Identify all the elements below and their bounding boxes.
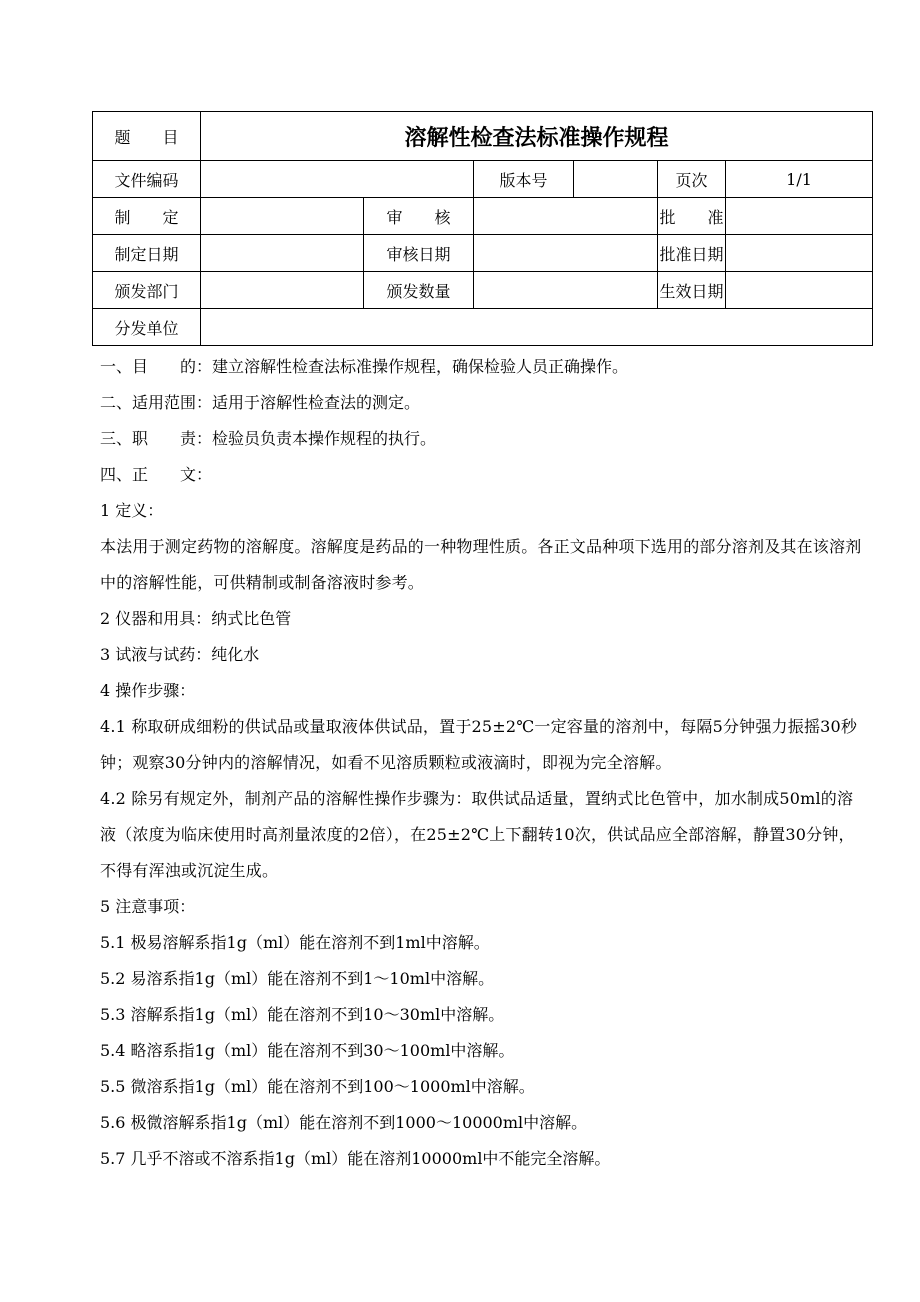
purpose-line: 一、目 的：建立溶解性检查法标准操作规程，确保检验人员正确操作。: [100, 357, 629, 376]
page-label: 页次: [658, 161, 726, 198]
issue-qty-label: 颁发数量: [364, 272, 474, 309]
version-label: 版本号: [474, 161, 574, 198]
doc-code-label: 文件编码: [93, 161, 201, 198]
section-5-2: 5.2 易溶系指1g（ml）能在溶剂不到1～10ml中溶解。: [100, 969, 495, 988]
made-by-value: [201, 198, 364, 235]
review-date-value: [474, 235, 658, 272]
section-3: 3 试液与试药：纯化水: [100, 645, 260, 664]
approved-by-label: 批 准: [658, 198, 726, 235]
section-2: 2 仪器和用具：纳式比色管: [100, 609, 292, 628]
section-5-title: 5 注意事项：: [100, 897, 196, 916]
issue-dept-label: 颁发部门: [93, 272, 201, 309]
scope-line: 二、适用范围：适用于溶解性检查法的测定。: [100, 393, 421, 412]
section-4-1: 4.1 称取研成细粉的供试品或量取液体供试品，置于25±2℃一定容量的溶剂中，每隔5分钟强力振摇30秒钟；观察30分钟内的溶解情况，如看不见溶质颗粒或液滴时，即视为完全溶解。: [100, 717, 858, 772]
section-1-text: 本法用于测定药物的溶解度。溶解度是药品的一种物理性质。各正文品种项下选用的部分溶剂及其在该溶剂中的溶解性能，可供精制或制备溶液时参考。: [100, 537, 862, 592]
effective-date-label: 生效日期: [658, 272, 726, 309]
section-5-7: 5.7 几乎不溶或不溶系指1g（ml）能在溶剂10000ml中不能完全溶解。: [100, 1149, 611, 1168]
responsibility-line: 三、职 责：检验员负责本操作规程的执行。: [100, 429, 437, 448]
section-1-title: 1 定义：: [100, 501, 164, 520]
section-5-5: 5.5 微溶系指1g（ml）能在溶剂不到100～1000ml中溶解。: [100, 1077, 535, 1096]
document-title: 溶解性检查法标准操作规程: [201, 112, 873, 161]
reviewed-by-value: [474, 198, 658, 235]
section-5-6: 5.6 极微溶解系指1g（ml）能在溶剂不到1000～10000ml中溶解。: [100, 1113, 588, 1132]
made-date-value: [201, 235, 364, 272]
section-4-title: 4 操作步骤：: [100, 681, 196, 700]
section-5-3: 5.3 溶解系指1g（ml）能在溶剂不到10～30ml中溶解。: [100, 1005, 505, 1024]
issue-qty-value: [474, 272, 658, 309]
made-date-label: 制定日期: [93, 235, 201, 272]
distribution-value: [201, 309, 873, 346]
approved-by-value: [726, 198, 873, 235]
issue-dept-value: [201, 272, 364, 309]
approve-date-label: 批准日期: [658, 235, 726, 272]
document-body: [100, 349, 862, 1177]
page-value: 1/1: [726, 161, 873, 198]
made-by-label: 制 定: [93, 198, 201, 235]
effective-date-value: [726, 272, 873, 309]
section-5-1: 5.1 极易溶解系指1g（ml）能在溶剂不到1ml中溶解。: [100, 933, 490, 952]
section-4-2: 4.2 除另有规定外，制剂产品的溶解性操作步骤为：取供试品适量，置纳式比色管中，加水制成50ml的溶液（浓度为临床使用时高剂量浓度的2倍），在25±2℃上下翻转10次，供试品应全部溶解，静置30分钟，不得有浑浊或沉淀生成。: [100, 789, 855, 880]
body-heading: 四、正 文：: [100, 465, 213, 484]
approve-date-value: [726, 235, 873, 272]
review-date-label: 审核日期: [364, 235, 474, 272]
version-value: [574, 161, 658, 198]
title-label: 题 目: [93, 112, 201, 161]
section-5-4: 5.4 略溶系指1g（ml）能在溶剂不到30～100ml中溶解。: [100, 1041, 515, 1060]
distribution-label: 分发单位: [93, 309, 201, 346]
document-header-table: [92, 111, 873, 346]
doc-code-value: [201, 161, 474, 198]
reviewed-by-label: 审 核: [364, 198, 474, 235]
